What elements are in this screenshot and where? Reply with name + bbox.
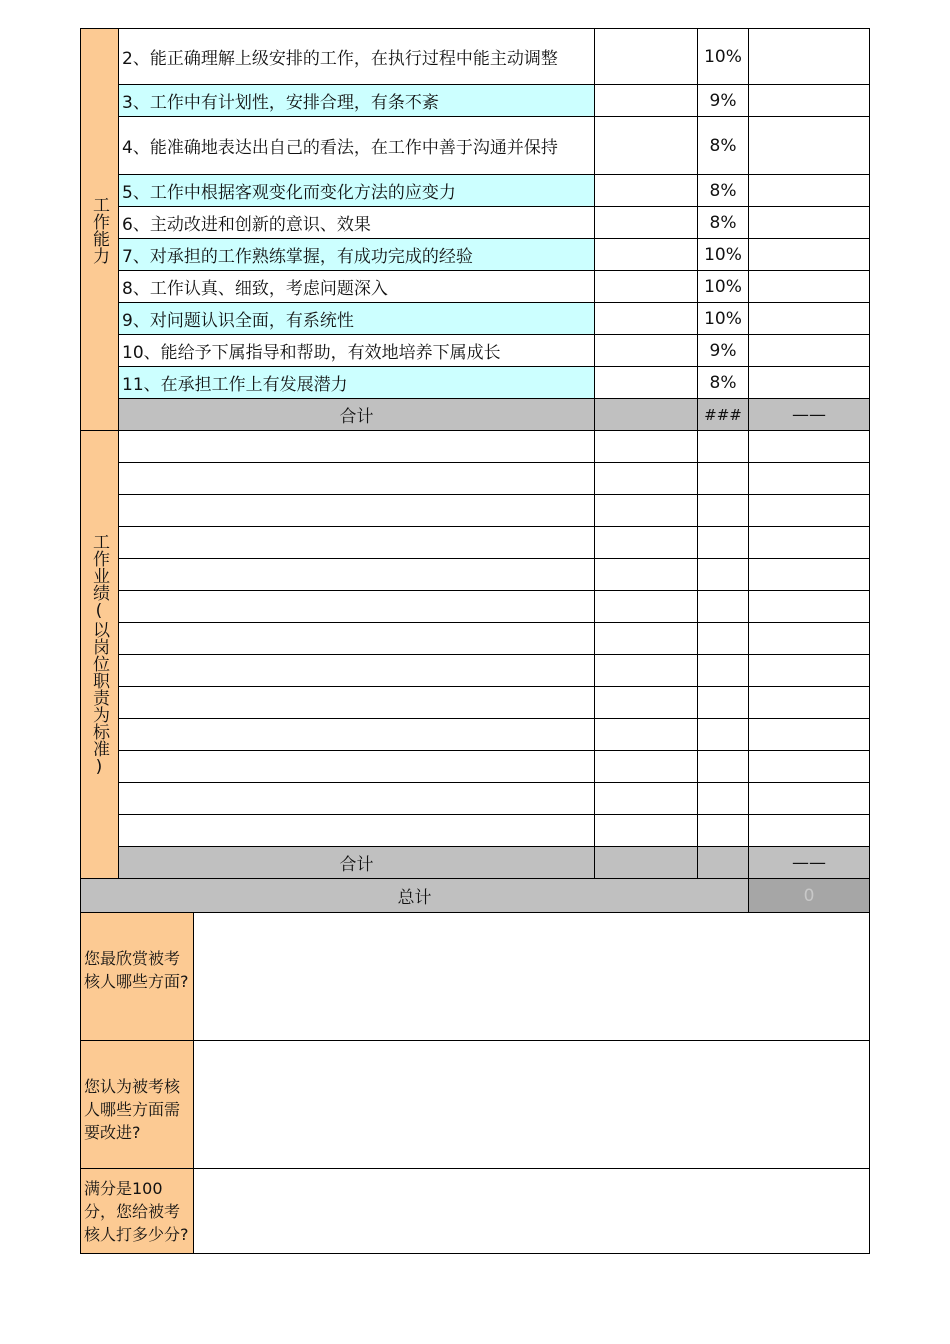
- ability-item: 3、工作中有计划性，安排合理，有条不紊: [119, 85, 595, 117]
- weighted-score-cell[interactable]: [749, 783, 870, 815]
- weight-cell[interactable]: [698, 751, 749, 783]
- question-label: [81, 913, 194, 1041]
- weight-cell: 10%: [698, 303, 749, 335]
- weighted-score-cell[interactable]: [749, 719, 870, 751]
- weight-cell[interactable]: [698, 719, 749, 751]
- performance-section-label: 工作业绩(以岗位职责为标准): [81, 431, 119, 879]
- performance-subtotal-row: [81, 847, 870, 879]
- ability-row: [81, 85, 870, 117]
- performance-row: [81, 463, 870, 495]
- ability-item: 4、能准确地表达出自己的看法，在工作中善于沟通并保持: [119, 117, 595, 175]
- weight-cell: 8%: [698, 117, 749, 175]
- weight-cell[interactable]: [698, 591, 749, 623]
- ability-item: 11、在承担工作上有发展潜力: [119, 367, 595, 399]
- ability-subtotal-dash: ——: [749, 399, 870, 431]
- ability-item: 9、对问题认识全面，有系统性: [119, 303, 595, 335]
- weight-cell: 10%: [698, 29, 749, 85]
- weight-cell: 8%: [698, 367, 749, 399]
- answer-cell[interactable]: [194, 1169, 870, 1254]
- score-cell[interactable]: [595, 495, 698, 527]
- score-cell[interactable]: [595, 687, 698, 719]
- question-text: 您最欣赏被考核人哪些方面?: [84, 949, 189, 991]
- performance-item-cell[interactable]: [119, 623, 595, 655]
- weight-cell: 8%: [698, 175, 749, 207]
- weight-cell[interactable]: [698, 559, 749, 591]
- performance-row: [81, 815, 870, 847]
- performance-item-cell[interactable]: [119, 495, 595, 527]
- performance-row: [81, 687, 870, 719]
- ability-subtotal-score: [595, 399, 698, 431]
- ability-row: [81, 207, 870, 239]
- weighted-score-cell[interactable]: [749, 117, 870, 175]
- grand-total-value: 0: [749, 879, 870, 913]
- weight-cell[interactable]: [698, 623, 749, 655]
- ability-row: [81, 271, 870, 303]
- performance-row: [81, 751, 870, 783]
- ability-item: 8、工作认真、细致，考虑问题深入: [119, 271, 595, 303]
- ability-row: [81, 175, 870, 207]
- score-cell[interactable]: [595, 335, 698, 367]
- weight-cell[interactable]: [698, 815, 749, 847]
- weight-cell: 10%: [698, 239, 749, 271]
- ability-row: [81, 303, 870, 335]
- ability-row: [81, 117, 870, 175]
- ability-row: [81, 29, 870, 85]
- performance-item-cell[interactable]: [119, 655, 595, 687]
- weighted-score-cell[interactable]: [749, 335, 870, 367]
- weighted-score-cell[interactable]: [749, 527, 870, 559]
- performance-row: [81, 591, 870, 623]
- performance-row: [81, 527, 870, 559]
- weighted-score-cell[interactable]: [749, 815, 870, 847]
- answer-cell[interactable]: [194, 913, 870, 1041]
- performance-item-cell[interactable]: [119, 783, 595, 815]
- ability-row: [81, 239, 870, 271]
- question-label: [81, 1169, 194, 1254]
- weighted-score-cell[interactable]: [749, 431, 870, 463]
- weighted-score-cell[interactable]: [749, 239, 870, 271]
- performance-subtotal-weight: [698, 847, 749, 879]
- performance-item-cell[interactable]: [119, 591, 595, 623]
- performance-row: [81, 719, 870, 751]
- score-cell[interactable]: [595, 29, 698, 85]
- performance-row: [81, 783, 870, 815]
- weighted-score-cell[interactable]: [749, 687, 870, 719]
- question-text: 满分是100分，您给被考核人打多少分?: [84, 1179, 189, 1244]
- performance-item-cell[interactable]: [119, 719, 595, 751]
- score-cell[interactable]: [595, 207, 698, 239]
- ability-row: [81, 335, 870, 367]
- score-cell[interactable]: [595, 655, 698, 687]
- performance-item-cell[interactable]: [119, 527, 595, 559]
- performance-item-cell[interactable]: [119, 431, 595, 463]
- performance-row: [81, 559, 870, 591]
- ability-section-label: 工作能力: [81, 29, 119, 431]
- performance-row: [81, 495, 870, 527]
- question-text: 您认为被考核人哪些方面需要改进?: [84, 1077, 181, 1142]
- score-cell[interactable]: [595, 239, 698, 271]
- score-cell[interactable]: [595, 367, 698, 399]
- answer-cell[interactable]: [194, 1041, 870, 1169]
- weighted-score-cell[interactable]: [749, 303, 870, 335]
- weighted-score-cell[interactable]: [749, 207, 870, 239]
- grand-total-label: 总计: [81, 879, 749, 913]
- score-cell[interactable]: [595, 431, 698, 463]
- question-label: [81, 1041, 194, 1169]
- ability-subtotal-label: 合计: [119, 399, 595, 431]
- weighted-score-cell[interactable]: [749, 175, 870, 207]
- weight-cell[interactable]: [698, 687, 749, 719]
- weighted-score-cell[interactable]: [749, 655, 870, 687]
- performance-item-cell[interactable]: [119, 751, 595, 783]
- evaluation-sheet: [80, 28, 869, 1254]
- performance-subtotal-score: [595, 847, 698, 879]
- score-cell[interactable]: [595, 559, 698, 591]
- performance-item-cell[interactable]: [119, 559, 595, 591]
- weight-cell: 9%: [698, 85, 749, 117]
- ability-item: 7、对承担的工作熟练掌握，有成功完成的经验: [119, 239, 595, 271]
- score-cell[interactable]: [595, 815, 698, 847]
- weighted-score-cell[interactable]: [749, 495, 870, 527]
- score-cell[interactable]: [595, 175, 698, 207]
- weighted-score-cell[interactable]: [749, 559, 870, 591]
- score-cell[interactable]: [595, 271, 698, 303]
- weight-cell: 8%: [698, 207, 749, 239]
- question-row: [81, 1041, 870, 1169]
- score-cell[interactable]: [595, 117, 698, 175]
- score-cell[interactable]: [595, 463, 698, 495]
- score-cell[interactable]: [595, 591, 698, 623]
- performance-item-cell[interactable]: [119, 687, 595, 719]
- question-row: [81, 1169, 870, 1254]
- performance-row: [81, 623, 870, 655]
- weight-cell[interactable]: [698, 495, 749, 527]
- weighted-score-cell[interactable]: [749, 591, 870, 623]
- weight-cell[interactable]: [698, 527, 749, 559]
- grand-total-row: [81, 879, 870, 913]
- weighted-score-cell[interactable]: [749, 367, 870, 399]
- weighted-score-cell[interactable]: [749, 463, 870, 495]
- score-cell[interactable]: [595, 527, 698, 559]
- ability-item: 5、工作中根据客观变化而变化方法的应变力: [119, 175, 595, 207]
- questions-table: [80, 912, 870, 1254]
- ability-subtotal-row: [81, 399, 870, 431]
- score-cell[interactable]: [595, 751, 698, 783]
- weight-cell: 9%: [698, 335, 749, 367]
- ability-item: 10、能给予下属指导和帮助，有效地培养下属成长: [119, 335, 595, 367]
- score-cell[interactable]: [595, 303, 698, 335]
- weight-cell[interactable]: [698, 783, 749, 815]
- weighted-score-cell[interactable]: [749, 271, 870, 303]
- score-cell[interactable]: [595, 783, 698, 815]
- question-row: [81, 913, 870, 1041]
- ability-subtotal-weight: ###: [698, 399, 749, 431]
- performance-subtotal-dash: ——: [749, 847, 870, 879]
- score-cell[interactable]: [595, 623, 698, 655]
- ability-item: 2、能正确理解上级安排的工作，在执行过程中能主动调整: [119, 29, 595, 85]
- weight-cell[interactable]: [698, 463, 749, 495]
- score-cell[interactable]: [595, 85, 698, 117]
- performance-row: [81, 431, 870, 463]
- weighted-score-cell[interactable]: [749, 85, 870, 117]
- score-cell[interactable]: [595, 719, 698, 751]
- weighted-score-cell[interactable]: [749, 623, 870, 655]
- performance-row: [81, 655, 870, 687]
- weighted-score-cell[interactable]: [749, 751, 870, 783]
- performance-item-cell[interactable]: [119, 815, 595, 847]
- performance-item-cell[interactable]: [119, 463, 595, 495]
- performance-subtotal-label: 合计: [119, 847, 595, 879]
- weight-cell[interactable]: [698, 431, 749, 463]
- weight-cell: 10%: [698, 271, 749, 303]
- evaluation-table: [80, 28, 870, 913]
- ability-row: [81, 367, 870, 399]
- weight-cell[interactable]: [698, 655, 749, 687]
- weighted-score-cell[interactable]: [749, 29, 870, 85]
- ability-item: 6、主动改进和创新的意识、效果: [119, 207, 595, 239]
